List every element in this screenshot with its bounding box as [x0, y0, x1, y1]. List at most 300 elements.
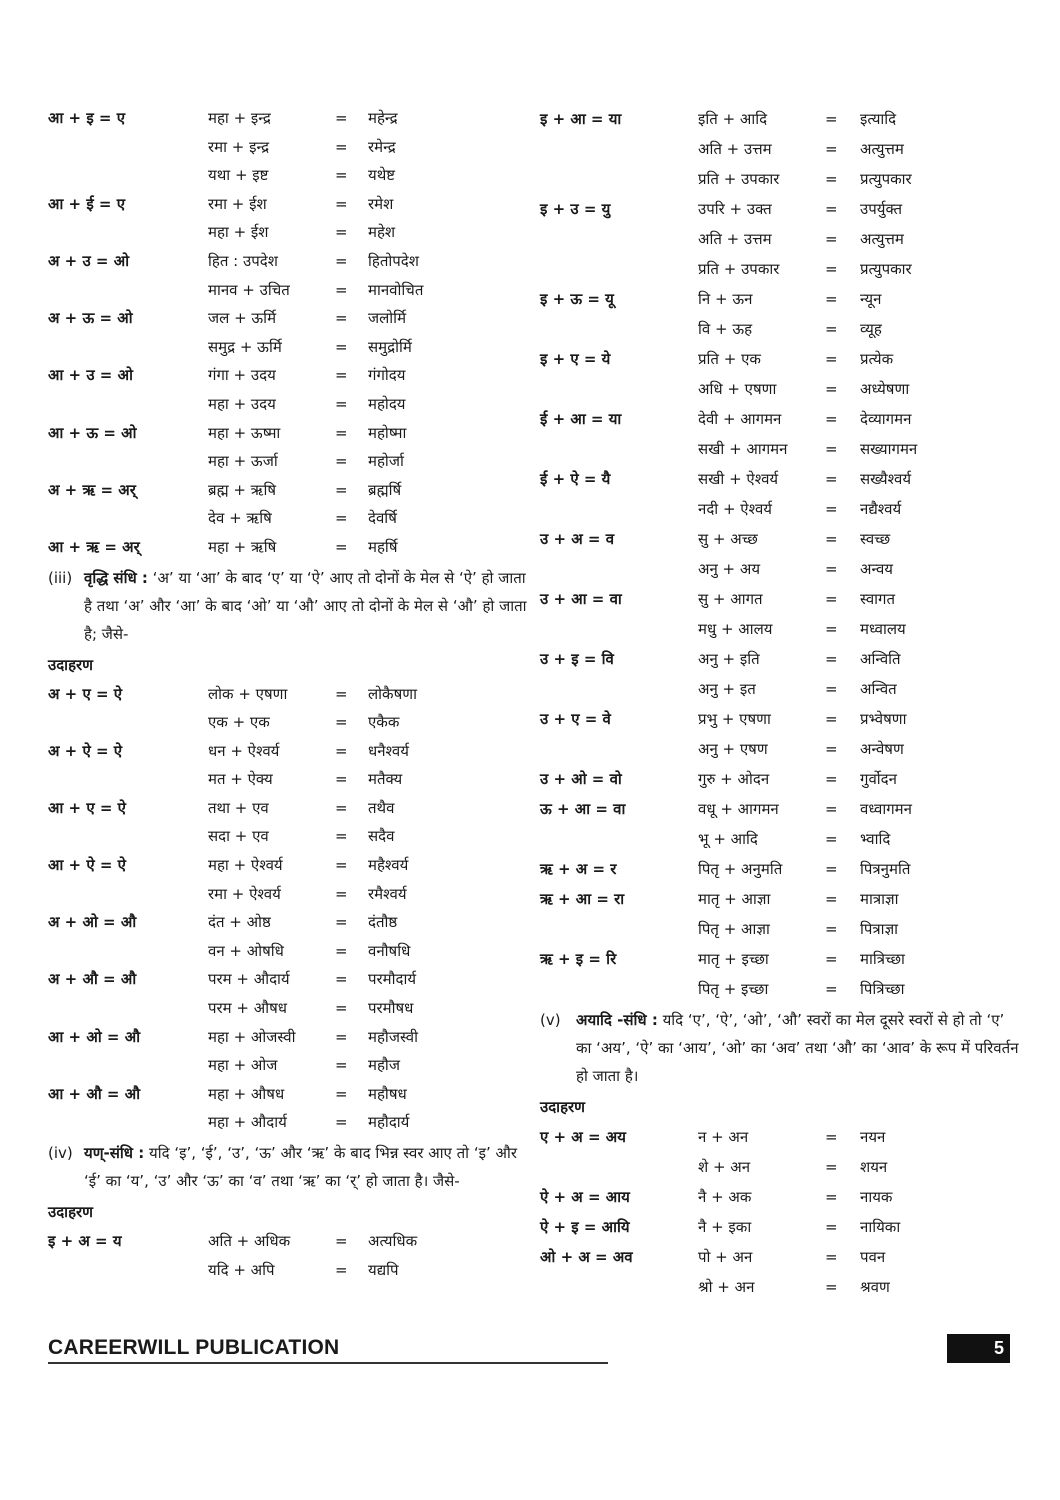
sandhi-row [48, 1256, 528, 1285]
sandhi-row [48, 880, 528, 909]
result-word: मतैक्य [368, 770, 403, 789]
sandhi-row [540, 404, 1020, 434]
equals-sign: = [825, 710, 838, 728]
equals-sign: = [335, 537, 348, 556]
equals-sign: = [825, 380, 838, 398]
equals-sign: = [825, 230, 838, 248]
sandhi-row [540, 284, 1020, 314]
result-word: महेश [368, 223, 396, 242]
equals-sign: = [335, 884, 348, 903]
udaharan-heading: उदाहरण [540, 1098, 586, 1116]
equals-sign: = [825, 350, 838, 368]
sandhi-rule: ई + आ = या [540, 410, 622, 428]
sandhi-rule: अ + औ = औ [48, 970, 137, 989]
equals-sign: = [335, 999, 348, 1018]
sandhi-row [48, 994, 528, 1023]
result-word: अत्युत्तम [860, 230, 904, 248]
equals-sign: = [335, 480, 348, 499]
result-word: जलोर्मि [368, 309, 407, 328]
result-word: अत्युत्तम [860, 140, 904, 158]
result-word: महौदार्य [368, 1113, 410, 1132]
result-word: महौज [368, 1056, 400, 1075]
sandhi-row [48, 419, 528, 448]
sandhi-row [540, 764, 1020, 794]
equals-sign: = [825, 320, 838, 338]
word-parts: दंत + ओष्ठ [208, 913, 271, 932]
section-number: (iv) [48, 1144, 73, 1162]
equals-sign: = [335, 1232, 348, 1250]
sandhi-rule: ऋ + इ = रि [540, 950, 617, 968]
sandhi-row [48, 1080, 528, 1109]
sandhi-rule: उ + ए = वे [540, 710, 611, 728]
result-word: प्रत्येक [860, 350, 894, 368]
result-word: वनौषधि [368, 941, 411, 960]
equals-sign: = [825, 980, 838, 998]
equals-sign: = [825, 770, 838, 788]
sandhi-row [540, 554, 1020, 584]
equals-sign: = [825, 650, 838, 668]
word-parts: देव + ऋषि [208, 509, 272, 528]
sandhi-rule: इ + ऊ = यू [540, 290, 614, 308]
result-word: महोदय [368, 394, 406, 413]
word-parts: अनु + एषण [698, 740, 768, 758]
sandhi-row [48, 361, 528, 390]
sandhi-row [540, 1182, 1020, 1212]
word-parts: रमा + ईश [208, 194, 267, 213]
result-word: मानवोचित [368, 280, 424, 299]
equals-sign: = [335, 798, 348, 817]
word-parts: महा + उदय [208, 394, 276, 413]
section-text: यदि ‘ए’, ‘ऐ’, ‘ओ’, ‘औ’ स्वरों का मेल दूसरे स्वरों से हो तो ‘ए’ का ‘अय’, ‘ऐ’ का ‘आय’, ‘ओ’ का ‘अव’ तथा ‘औ’ का ‘आव’ के रूप में परिवर्तन हो जाता है। [576, 1011, 1019, 1085]
sandhi-rule: ओ + अ = अव [540, 1248, 633, 1266]
sandhi-row [48, 304, 528, 333]
equals-sign: = [335, 394, 348, 413]
sandhi-row [48, 190, 528, 219]
result-word: लोकैषणा [368, 684, 417, 703]
equals-sign: = [825, 410, 838, 428]
footer-divider [48, 1362, 608, 1364]
equals-sign: = [335, 366, 348, 385]
equals-sign: = [335, 280, 348, 299]
sandhi-row [540, 584, 1020, 614]
result-word: नायक [860, 1188, 893, 1206]
equals-sign: = [335, 770, 348, 789]
result-word: महेन्द्र [368, 109, 398, 127]
result-word: देव्यागमन [860, 410, 912, 428]
sandhi-rule: ऋ + अ = र [540, 860, 617, 878]
result-word: नद्यैश्वर्य [860, 500, 902, 518]
word-parts: प्रभु + एषणा [698, 710, 771, 728]
equals-sign: = [825, 860, 838, 878]
word-parts: सखी + आगमन [698, 440, 788, 458]
sandhi-row [540, 464, 1020, 494]
sandhi-rule: आ + ई = ए [48, 194, 126, 213]
sandhi-row [540, 494, 1020, 524]
sandhi-row [540, 194, 1020, 224]
sandhi-table-guna [48, 104, 528, 562]
result-word: धनैश्वर्य [368, 741, 409, 760]
sandhi-rule: ऊ + आ = वा [540, 800, 626, 818]
equals-sign: = [825, 1278, 838, 1296]
equals-sign: = [825, 920, 838, 938]
sandhi-rule: अ + ए = ऐ [48, 684, 123, 703]
sandhi-table-yan-start [48, 1227, 528, 1284]
sandhi-row [48, 504, 528, 533]
word-parts: महा + ओज [208, 1056, 278, 1075]
result-word: सदैव [368, 827, 395, 846]
word-parts: नै + अक [698, 1188, 752, 1206]
word-parts: न + अन [698, 1128, 749, 1146]
result-word: एकैक [368, 713, 400, 732]
equals-sign: = [335, 684, 348, 703]
equals-sign: = [825, 140, 838, 158]
result-word: महौजस्वी [368, 1027, 419, 1046]
sandhi-rule: अ + ऋ = अर् [48, 480, 136, 499]
word-parts: महा + ऊष्मा [208, 423, 281, 442]
equals-sign: = [335, 1113, 348, 1132]
equals-sign: = [825, 950, 838, 968]
word-parts: अनु + इति [698, 650, 760, 668]
word-parts: भू + आदि [698, 830, 758, 848]
sandhi-rule: ई + ऐ = यै [540, 470, 611, 488]
word-parts: सु + आगत [698, 590, 763, 608]
sandhi-row [48, 937, 528, 966]
word-parts: वि + ऊह [698, 320, 753, 338]
sandhi-rule: ऐ + अ = आय [540, 1188, 630, 1206]
sandhi-table-yan [540, 104, 1020, 1004]
result-word: अध्येषणा [860, 380, 910, 398]
sandhi-row [48, 161, 528, 190]
result-word: यद्यपि [368, 1260, 399, 1279]
sandhi-rule: उ + इ = वि [540, 650, 614, 668]
result-word: श्रवण [860, 1278, 890, 1296]
sandhi-row [540, 254, 1020, 284]
equals-sign: = [825, 110, 838, 128]
right-column [540, 104, 1020, 1302]
sandhi-rule: अ + ऊ = ओ [48, 309, 133, 328]
sandhi-row [540, 1212, 1020, 1242]
result-word: परमौषध [368, 999, 414, 1018]
word-parts: इति + आदि [698, 110, 768, 128]
equals-sign: = [335, 1260, 348, 1279]
result-word: नायिका [860, 1218, 901, 1236]
result-word: पित्रिच्छा [860, 980, 905, 998]
word-parts: पितृ + आज्ञा [698, 920, 770, 938]
word-parts: शे + अन [698, 1158, 751, 1176]
sandhi-row [540, 854, 1020, 884]
word-parts: मातृ + आज्ञा [698, 890, 771, 908]
equals-sign: = [335, 970, 348, 989]
sandhi-row [48, 476, 528, 505]
result-word: अत्यधिक [368, 1232, 418, 1250]
sandhi-table-vriddhi [48, 680, 528, 1138]
result-word: परमौदार्य [368, 970, 417, 989]
result-word: पित्रनुमति [860, 860, 911, 878]
equals-sign: = [825, 830, 838, 848]
result-word: महोष्मा [368, 423, 407, 442]
sandhi-rule: ऐ + इ = आयि [540, 1218, 630, 1236]
result-word: यथेष्ट [368, 166, 396, 185]
word-parts: सखी + ऐश्वर्य [698, 470, 779, 488]
sandhi-row [540, 164, 1020, 194]
sandhi-row [540, 824, 1020, 854]
result-word: सख्यागमन [860, 440, 918, 458]
section-text: यदि ‘इ’, ‘ई’, ‘उ’, ‘ऊ’ और ‘ऋ’ के बाद भिन्न स्वर आए तो ‘इ’ और ‘ई’ का ‘य’, ‘उ’ और ‘ऊ’ का ‘व’ तथा ‘ऋ’ का ‘र्’ हो जाता है। जैसे- [84, 1144, 517, 1190]
word-parts: लोक + एषणा [208, 684, 288, 703]
equals-sign: = [825, 290, 838, 308]
result-word: न्यून [860, 290, 882, 308]
word-parts: रमा + ऐश्वर्य [208, 884, 281, 903]
word-parts: महा + औषध [208, 1084, 285, 1103]
sandhi-row [48, 765, 528, 794]
sandhi-row [48, 737, 528, 766]
result-word: अन्विति [860, 650, 901, 668]
result-word: गंगोदय [368, 366, 406, 385]
word-parts: पितृ + अनुमति [698, 860, 783, 878]
word-parts: यदि + अपि [208, 1260, 275, 1279]
sandhi-row [540, 944, 1020, 974]
word-parts: समुद्र + ऊर्मि [208, 337, 282, 356]
word-parts: नै + इका [698, 1218, 752, 1236]
word-parts: अनु + इत [698, 680, 756, 698]
sandhi-row [48, 908, 528, 937]
word-parts: महा + ईश [208, 223, 269, 242]
section-title: वृद्धि संधि : [84, 568, 148, 587]
result-word: महौषध [368, 1084, 407, 1103]
word-parts: नि + ऊन [698, 290, 753, 308]
word-parts: परम + औषध [208, 999, 287, 1018]
result-word: समुद्रोर्मि [368, 337, 412, 356]
sandhi-rule: उ + ओ = वो [540, 770, 622, 788]
sandhi-row [48, 133, 528, 162]
yan-sandhi-paragraph [48, 1139, 528, 1195]
result-word: रमैश्वर्य [368, 884, 407, 903]
word-parts: पितृ + इच्छा [698, 980, 769, 998]
word-parts: मानव + उचित [208, 280, 290, 299]
equals-sign: = [825, 1248, 838, 1266]
word-parts: महा + ओजस्वी [208, 1027, 296, 1046]
sandhi-row [540, 434, 1020, 464]
word-parts: सु + अच्छ [698, 530, 758, 548]
word-parts: अधि + एषणा [698, 380, 777, 398]
equals-sign: = [825, 260, 838, 278]
result-word: अन्वित [860, 680, 897, 698]
equals-sign: = [825, 200, 838, 218]
sandhi-row [540, 794, 1020, 824]
result-word: देवर्षि [368, 509, 397, 528]
word-parts: वन + ओषधि [208, 941, 284, 960]
sandhi-row [540, 134, 1020, 164]
word-parts: मधु + आलय [698, 620, 773, 638]
word-parts: पो + अन [698, 1248, 753, 1266]
equals-sign: = [335, 509, 348, 528]
result-word: हितोपदेश [368, 251, 419, 270]
equals-sign: = [825, 530, 838, 548]
word-parts: उपरि + उक्त [698, 200, 772, 218]
sandhi-rule: आ + ओ = औ [48, 1027, 141, 1046]
sandhi-row [540, 104, 1020, 134]
equals-sign: = [825, 620, 838, 638]
result-word: महोर्जा [368, 452, 404, 471]
word-parts: अति + उत्तम [698, 230, 772, 248]
result-word: प्रभ्वेषणा [860, 710, 907, 728]
word-parts: प्रति + उपकार [698, 260, 780, 278]
word-parts: नदी + ऐश्वर्य [698, 500, 772, 518]
equals-sign: = [825, 890, 838, 908]
equals-sign: = [335, 827, 348, 846]
word-parts: मत + ऐक्य [208, 770, 273, 789]
equals-sign: = [335, 941, 348, 960]
sandhi-row [540, 1242, 1020, 1272]
sandhi-rule: आ + ऐ = ऐ [48, 856, 126, 875]
result-word: महर्षि [368, 537, 398, 556]
section-text: ‘अ’ या ‘आ’ के बाद ‘ए’ या ‘ऐ’ आए तो दोनों के मेल से ‘ऐ’ हो जाता है तथा ‘अ’ और ‘आ’ के बाद ‘ओ’ या ‘औ’ आए तो दोनों के मेल से ‘औ’ हो जाता है; जैसे- [84, 568, 527, 643]
equals-sign: = [335, 109, 348, 127]
word-parts: जल + ऊर्मि [208, 309, 277, 328]
sandhi-rule: आ + उ = ओ [48, 366, 133, 385]
word-parts: हित : उपदेश [208, 251, 278, 270]
word-parts: ब्रह्म + ऋषि [208, 480, 277, 499]
sandhi-row [48, 851, 528, 880]
word-parts: यथा + इष्ट [208, 166, 269, 185]
sandhi-row [48, 218, 528, 247]
sandhi-row [540, 1152, 1020, 1182]
equals-sign: = [825, 1188, 838, 1206]
sandhi-rule: आ + इ = ए [48, 109, 126, 127]
equals-sign: = [825, 740, 838, 758]
sandhi-table-ayadi [540, 1122, 1020, 1302]
sandhi-row [48, 822, 528, 851]
sandhi-row [48, 680, 528, 709]
page-number: 5 [947, 1334, 1010, 1363]
result-word: उपर्युक्त [860, 200, 903, 218]
equals-sign: = [335, 309, 348, 328]
sandhi-row [540, 914, 1020, 944]
word-parts: महा + ऋषि [208, 537, 277, 556]
sandhi-rule: उ + अ = व [540, 530, 615, 548]
equals-sign: = [825, 1128, 838, 1146]
equals-sign: = [825, 170, 838, 188]
sandhi-rule: आ + ऋ = अर् [48, 537, 140, 556]
sandhi-row [48, 247, 528, 276]
sandhi-row [540, 704, 1020, 734]
equals-sign: = [335, 423, 348, 442]
result-word: नयन [860, 1128, 886, 1146]
ayadi-sandhi-paragraph [540, 1006, 1020, 1090]
result-word: प्रत्युपकार [860, 260, 912, 278]
equals-sign: = [335, 713, 348, 732]
udaharan-heading: उदाहरण [48, 655, 94, 674]
section-number: (v) [540, 1011, 561, 1029]
equals-sign: = [335, 452, 348, 471]
result-word: पवन [860, 1248, 886, 1266]
word-parts: अति + उत्तम [698, 140, 772, 158]
sandhi-row [540, 644, 1020, 674]
section-number: (iii) [48, 568, 73, 587]
result-word: ब्रह्मर्षि [368, 480, 402, 499]
word-parts: महा + औदार्य [208, 1113, 287, 1132]
equals-sign: = [335, 1056, 348, 1075]
result-word: तथैव [368, 798, 395, 817]
result-word: भ्वादि [860, 830, 891, 848]
word-parts: मातृ + इच्छा [698, 950, 769, 968]
result-word: गुर्वोदन [860, 770, 897, 788]
result-word: स्वच्छ [860, 530, 891, 548]
result-word: सख्यैश्वर्य [860, 470, 912, 488]
result-word: इत्यादि [860, 110, 897, 128]
sandhi-rule: इ + उ = यु [540, 200, 611, 218]
equals-sign: = [825, 1218, 838, 1236]
equals-sign: = [335, 741, 348, 760]
result-word: रमेश [368, 194, 394, 213]
sandhi-rule: अ + ओ = औ [48, 913, 137, 932]
sandhi-rule: ए + अ = अय [540, 1128, 626, 1146]
result-word: वध्वागमन [860, 800, 912, 818]
word-parts: वधू + आगमन [698, 800, 779, 818]
publisher-name: CAREERWILL PUBLICATION [48, 1336, 340, 1359]
section-title: अयादि -संधि : [576, 1011, 658, 1029]
result-word: महैश्वर्य [368, 856, 409, 875]
sandhi-row [48, 708, 528, 737]
equals-sign: = [825, 500, 838, 518]
sandhi-rule: इ + ए = ये [540, 350, 611, 368]
sandhi-row [540, 524, 1020, 554]
result-word: मात्राज्ञा [860, 890, 899, 908]
equals-sign: = [335, 856, 348, 875]
sandhi-row [48, 1051, 528, 1080]
word-parts: अति + अधिक [208, 1232, 291, 1250]
word-parts: तथा + एव [208, 798, 269, 817]
result-word: पित्राज्ञा [860, 920, 899, 938]
udaharan-heading: उदाहरण [48, 1203, 94, 1221]
left-column [48, 104, 528, 1284]
equals-sign: = [335, 166, 348, 185]
word-parts: प्रति + उपकार [698, 170, 780, 188]
word-parts: रमा + इन्द्र [208, 137, 270, 156]
sandhi-row [540, 224, 1020, 254]
equals-sign: = [825, 440, 838, 458]
word-parts: महा + इन्द्र [208, 109, 271, 127]
result-word: शयन [860, 1158, 888, 1176]
word-parts: प्रति + एक [698, 350, 761, 368]
sandhi-row [48, 276, 528, 305]
word-parts: श्रो + अन [698, 1278, 755, 1296]
sandhi-rule: आ + औ = औ [48, 1084, 141, 1103]
equals-sign: = [335, 337, 348, 356]
sandhi-row [540, 884, 1020, 914]
result-word: रमेन्द्र [368, 137, 396, 156]
equals-sign: = [825, 680, 838, 698]
word-parts: महा + ऊर्जा [208, 452, 278, 471]
word-parts: परम + औदार्य [208, 970, 290, 989]
result-word: स्वागत [860, 590, 896, 608]
equals-sign: = [335, 137, 348, 156]
vriddhi-sandhi-paragraph [48, 564, 528, 648]
sandhi-row [48, 965, 528, 994]
sandhi-row [48, 104, 528, 133]
sandhi-row [540, 734, 1020, 764]
sandhi-row [540, 674, 1020, 704]
sandhi-row [48, 1108, 528, 1137]
equals-sign: = [825, 470, 838, 488]
result-word: अन्वय [860, 560, 893, 578]
word-parts: एक + एक [208, 713, 270, 732]
result-word: दंतौष्ठ [368, 913, 398, 932]
sandhi-row [48, 1023, 528, 1052]
sandhi-row [48, 794, 528, 823]
sandhi-row [540, 614, 1020, 644]
result-word: मात्रिच्छा [860, 950, 905, 968]
